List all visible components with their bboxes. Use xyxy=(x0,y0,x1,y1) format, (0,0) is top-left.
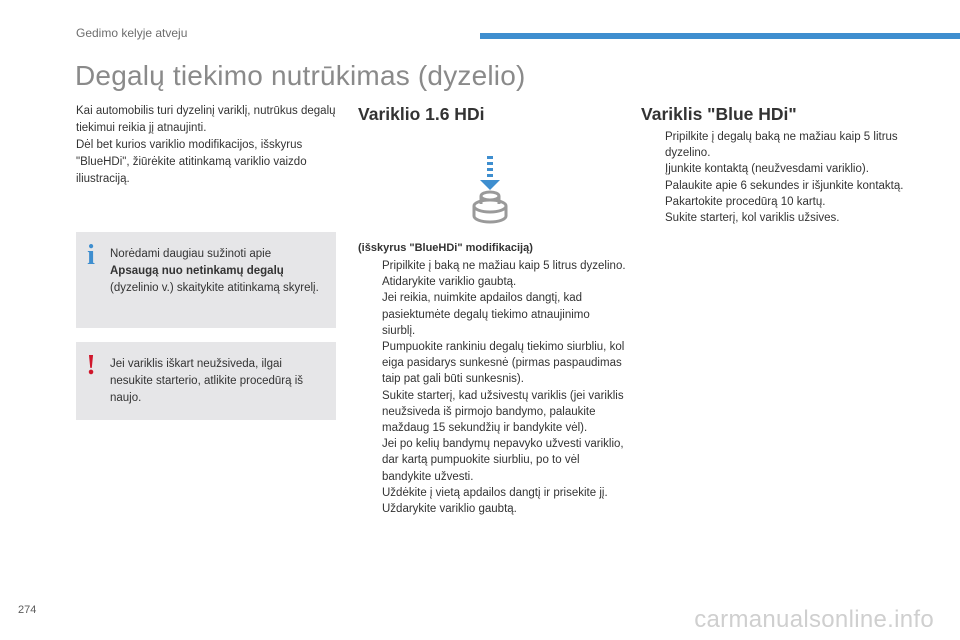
steps-list-16-hdi xyxy=(358,258,626,517)
steps-list-blue-hdi xyxy=(641,129,911,226)
warning-note-box xyxy=(76,342,336,420)
step-text: Uždarykite variklio gaubtą. xyxy=(382,503,517,516)
list-item xyxy=(641,129,911,161)
header-accent-bar xyxy=(480,33,960,39)
step-text: Pumpuokite rankiniu degalų tiekimo siurbliu, kol eiga pasidarys sunkesnė (pirmas paspaudimas taip pat gali būti sunkesnis). xyxy=(382,341,625,386)
list-item xyxy=(641,161,911,177)
page-number: 274 xyxy=(18,604,37,616)
step-text: Jei reikia, nuimkite apdailos dangtį, kad pasiektumėte degalų tiekimo atnaujinimo siurblį. xyxy=(382,292,590,337)
info-note-box xyxy=(76,232,336,328)
intro-text xyxy=(76,103,336,188)
list-item xyxy=(358,290,626,339)
section-subheading-16-hdi: (išskyrus "BlueHDi" modifikaciją) xyxy=(358,242,533,254)
step-text: Uždėkite į vietą apdailos dangtį ir prisekite jį. xyxy=(382,486,608,499)
list-item xyxy=(358,436,626,485)
info-note-text-before: Norėdami daugiau sužinoti apie xyxy=(110,248,272,260)
info-icon: i xyxy=(87,240,95,271)
list-item xyxy=(358,274,626,290)
step-text: Sukite starterį, kad užsivestų variklis (jei variklis neužsiveda iš pirmojo bandymo, palaukite maždaug 15 sekundžių ir bandykite vėl). xyxy=(382,389,624,435)
step-text: Įjunkite kontaktą (neužvesdami variklio). xyxy=(665,163,869,176)
list-item xyxy=(641,178,911,194)
info-note-link-text: Apsaugą nuo netinkamų degalų xyxy=(110,265,284,277)
list-item xyxy=(641,210,911,226)
section-title-blue-hdi: Variklis "Blue HDi" xyxy=(641,104,797,124)
warning-icon: ! xyxy=(86,350,96,381)
section-title-16-hdi: Variklio 1.6 HDi xyxy=(358,104,485,124)
list-item xyxy=(358,339,626,388)
step-text: Atidarykite variklio gaubtą. xyxy=(382,276,517,289)
step-text: Palaukite apie 6 sekundes ir išjunkite kontaktą. xyxy=(665,179,904,192)
list-item xyxy=(641,194,911,210)
info-note-text xyxy=(110,246,324,297)
info-note-text-after: (dyzelinio v.) skaitykite atitinkamą skyrelį. xyxy=(110,282,319,294)
step-text: Pripilkite į baką ne mažiau kaip 5 litrus dyzelino. xyxy=(382,260,626,272)
step-text: Pripilkite į degalų baką ne mažiau kaip 5 litrus dyzelino. xyxy=(665,131,898,160)
list-item xyxy=(358,258,626,274)
page-title: Degalų tiekimo nutrūkimas (dyzelio) xyxy=(75,60,526,91)
fuel-primer-pump-icon xyxy=(462,152,518,232)
warning-note-text: Jei variklis iškart neužsiveda, ilgai nesukite starterio, atlikite procedūrą iš naujo. xyxy=(110,358,304,404)
step-text: Sukite starterį, kol variklis užsives. xyxy=(665,212,840,225)
intro-paragraph-2: Dėl bet kurios variklio modifikacijos, išskyrus "BlueHDi", žiūrėkite atitinkamą variklio vaizdo iliustraciją. xyxy=(76,139,307,185)
list-item xyxy=(358,485,626,501)
list-item xyxy=(358,388,626,437)
intro-paragraph-1: Kai automobilis turi dyzelinį variklį, nutrūkus degalų tiekimui reikia jį atnaujinti. xyxy=(76,105,336,134)
watermark: carmanualsonline.info xyxy=(694,606,934,633)
running-header: Gedimo kelyje atveju xyxy=(76,26,188,40)
step-text: Jei po kelių bandymų nepavyko užvesti variklio, dar kartą pumpuokite siurbliu, po to vėl bandykite užvesti. xyxy=(382,438,624,483)
step-text: Pakartokite procedūrą 10 kartų. xyxy=(665,195,826,208)
list-item xyxy=(358,501,626,517)
